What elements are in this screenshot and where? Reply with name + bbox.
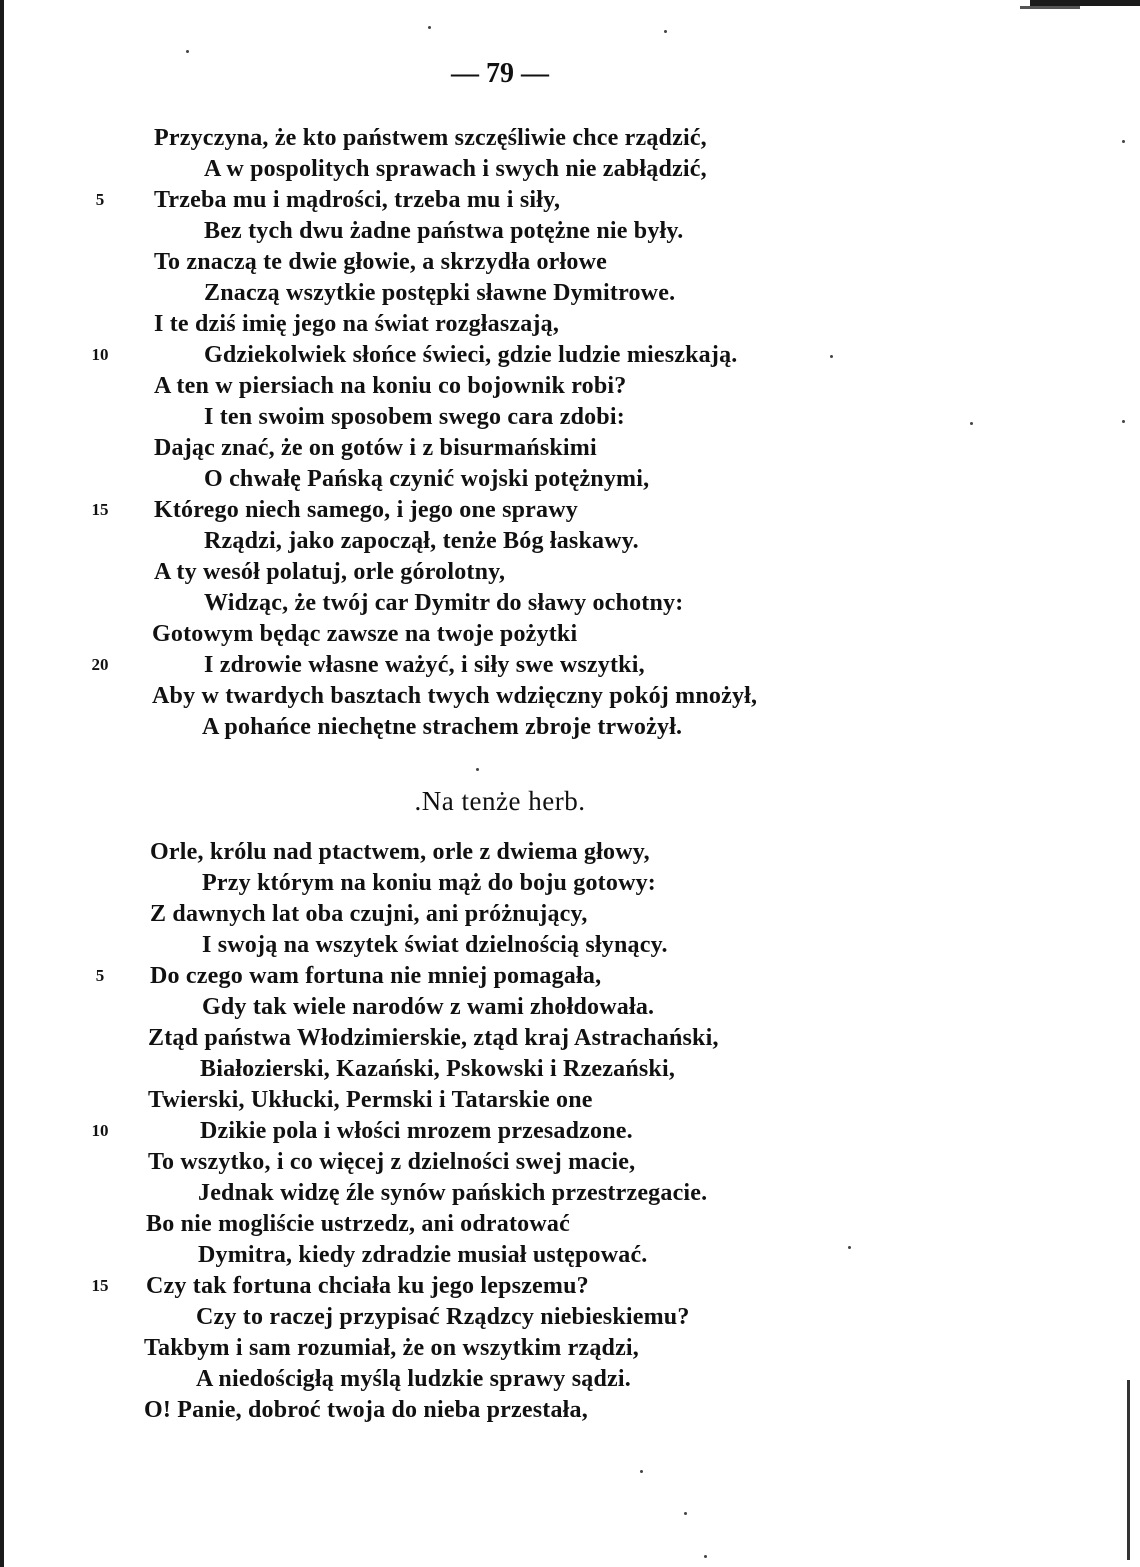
poem-line: A w pospolitych sprawach i swych nie zabłądzić, <box>204 156 707 182</box>
scan-speck <box>476 768 479 771</box>
scan-speck <box>848 1246 851 1249</box>
line-number: 15 <box>91 1276 109 1295</box>
poem-line: Bez tych dwu żadne państwa potężne nie były. <box>204 218 684 244</box>
poem-line: Trzeba mu i mądrości, trzeba mu i siły, <box>154 187 561 213</box>
scan-speck <box>704 1555 707 1558</box>
poem-line: Bo nie mogliście ustrzedz, ani odratować <box>146 1211 570 1237</box>
scan-speck <box>970 422 973 425</box>
page-edge-shadow <box>0 0 4 1567</box>
poem-line: A ty wesół polatuj, orle górolotny, <box>154 559 506 585</box>
poem-line: Dymitra, kiedy zdradzie musiał ustępować. <box>198 1242 648 1268</box>
poem-line: O chwałę Pańską czynić wojski potężnymi, <box>204 466 650 492</box>
line-number: 20 <box>91 655 109 674</box>
poem-line: Widząc, że twój car Dymitr do sławy ochotny: <box>204 590 684 616</box>
poem-line: Z dawnych lat oba czujni, ani próżnujący, <box>150 901 588 927</box>
scan-speck <box>684 1512 687 1515</box>
scan-speck <box>1122 420 1125 423</box>
poem-line: Którego niech samego, i jego one sprawy <box>154 497 578 523</box>
poem-line: Gdziekolwiek słońce świeci, gdzie ludzie mieszkają. <box>204 342 738 368</box>
poem-line: Czy tak fortuna chciała ku jego lepszemu? <box>146 1273 589 1299</box>
poem-line: To wszytko, i co więcej z dzielności swej macie, <box>148 1149 636 1175</box>
poem-line: Gotowym będąc zawsze na twoje pożytki <box>152 621 578 647</box>
poem-line: Twierski, Ukłucki, Permski i Tatarskie one <box>148 1087 593 1113</box>
line-number: 10 <box>91 345 109 364</box>
poem-line: Przy którym na koniu mąż do boju gotowy: <box>202 870 657 896</box>
poem-line: I swoją na wszytek świat dzielnością słynący. <box>202 932 668 958</box>
poem-line: Do czego wam fortuna nie mniej pomagała, <box>150 963 602 989</box>
scan-speck <box>428 26 431 29</box>
poem-line: I ten swoim sposobem swego cara zdobi: <box>204 404 625 430</box>
line-number: 15 <box>91 500 109 519</box>
scan-speck <box>664 30 667 33</box>
poem-line: Jednak widzę źle synów pańskich przestrzegacie. <box>198 1180 708 1206</box>
page-edge-shadow <box>1020 6 1080 9</box>
poem-line: To znaczą te dwie głowie, a skrzydła orłowe <box>154 249 607 275</box>
poem-line: I te dziś imię jego na świat rozgłaszają, <box>154 311 560 337</box>
scan-speck <box>830 355 833 358</box>
poem-line: A pohańce niechętne strachem zbroje trwożył. <box>202 714 683 740</box>
poem-line: Takbym i sam rozumiał, że on wszytkim rządzi, <box>144 1335 639 1361</box>
poem-line: Dzikie pola i włości mrozem przesadzone. <box>200 1118 633 1144</box>
page-number: — 79 — <box>451 58 549 89</box>
poem-line: Aby w twardych basztach twych wdzięczny pokój mnożył, <box>152 683 758 709</box>
poem-title: .Na tenże herb. <box>414 786 586 816</box>
poem-line: I zdrowie własne ważyć, i siły swe wszytki, <box>204 652 645 678</box>
poem-line: Białozierski, Kazański, Pskowski i Rzezański, <box>200 1056 676 1082</box>
poem-line: Dając znać, że on gotów i z bisurmańskimi <box>154 435 597 461</box>
scan-speck <box>1122 140 1125 143</box>
poem-line: Gdy tak wiele narodów z wami zhołdowała. <box>202 994 655 1020</box>
line-number: 10 <box>91 1121 109 1140</box>
poem-line: Przyczyna, że kto państwem szczęśliwie chce rządzić, <box>154 125 707 151</box>
scan-speck <box>186 50 189 53</box>
line-number: 5 <box>95 190 105 209</box>
poem-line: Orle, królu nad ptactwem, orle z dwiema głowy, <box>150 839 650 865</box>
poem-line: O! Panie, dobroć twoja do nieba przestała, <box>144 1397 588 1423</box>
poem-line: Ztąd państwa Włodzimierskie, ztąd kraj Astrachański, <box>148 1025 719 1051</box>
scan-speck <box>640 1470 643 1473</box>
poem-line: Znaczą wszytkie postępki sławne Dymitrowe. <box>204 280 676 306</box>
poem-line: Rządzi, jako zapoczął, tenże Bóg łaskawy. <box>204 528 639 554</box>
poem-line: A ten w piersiach na koniu co bojownik robi? <box>154 373 627 399</box>
poem-line: A niedościgłą myślą ludzkie sprawy sądzi. <box>196 1366 631 1392</box>
line-number: 5 <box>95 966 105 985</box>
page-edge-shadow <box>1127 1380 1130 1560</box>
poem-line: Czy to raczej przypisać Rządzcy niebieskiemu? <box>196 1304 690 1330</box>
